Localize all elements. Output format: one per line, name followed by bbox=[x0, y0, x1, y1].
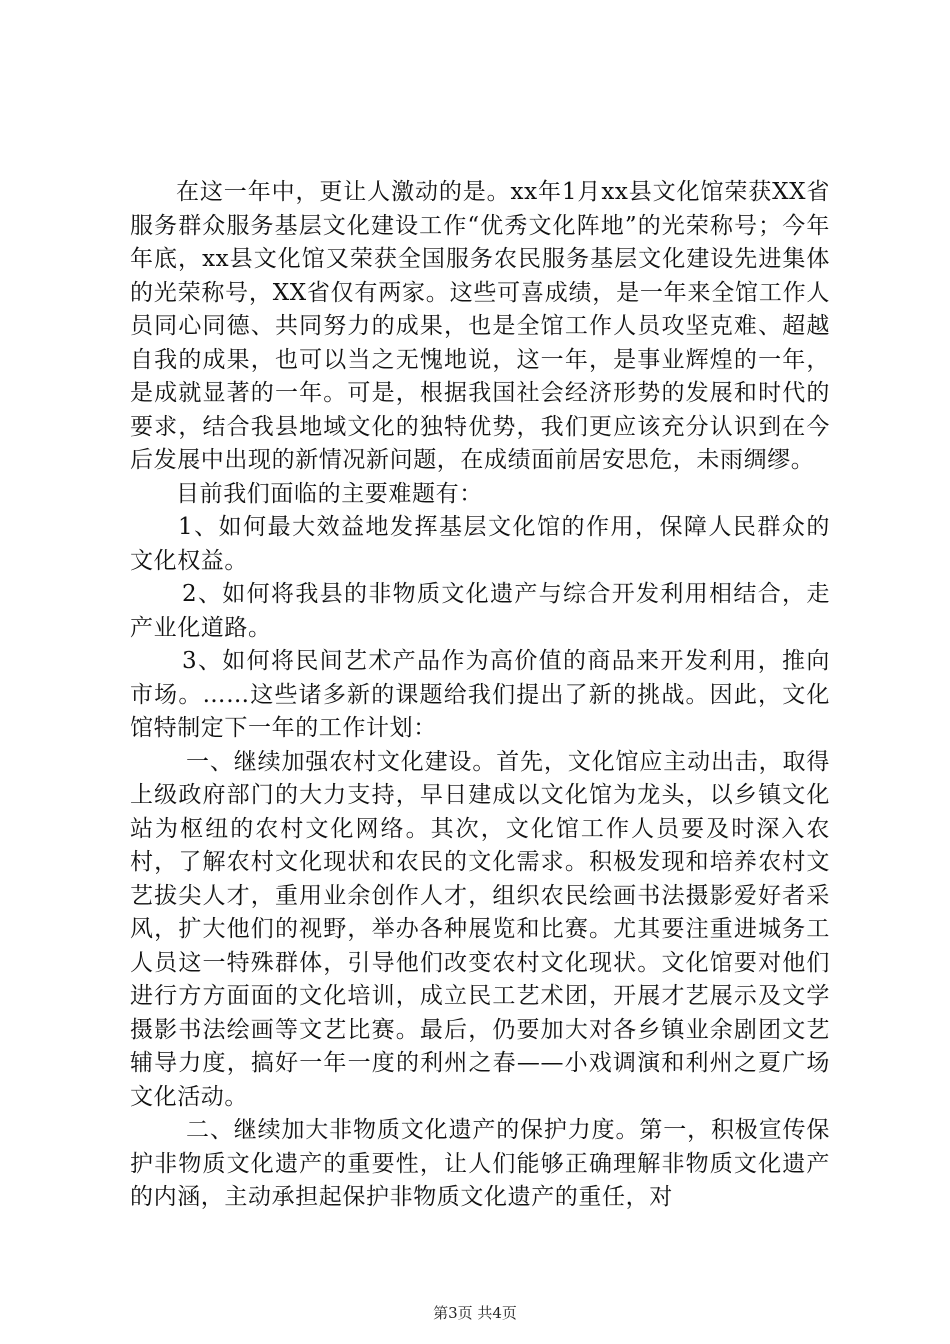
paragraph-problem-2: 2、如何将我县的非物质文化遗产与综合开发利用相结合，走产业化道路。 bbox=[130, 581, 830, 641]
paragraph-plan-1: 一、继续加强农村文化建设。首先，文化馆应主动出击，取得上级政府部门的大力支持，早日建成以文化馆为龙头，以乡镇文化站为枢纽的农村文化网络。其次，文化馆工作人员要及时深入农村，了解农村文化现状和农民的文化需求。积极发现和培养农村文艺拔尖人才，重用业余创作人才，组织农民绘画书法摄影爱好者采风，扩大他们的视野，举办各种展览和比赛。尤其要注重进城务工人员这一特殊群体，引导他们改变农村文化现状。文化馆要对他们进行方方面面的文化培训，成立民工艺术团，开展才艺展示及文学摄影书法绘画等文艺比赛。最后，仍要加大对各乡镇业余剧团文艺辅导力度，搞好一年一度的利州之春——小戏调演和利州之夏广场文化活动。 bbox=[130, 748, 830, 1110]
page-number-footer: 第3页 共4页 bbox=[433, 1304, 517, 1322]
paragraph-problem-1: 1、如何最大效益地发挥基层文化馆的作用，保障人民群众的文化权益。 bbox=[130, 514, 830, 574]
paragraph-problem-3: 3、如何将民间艺术产品作为高价值的商品来开发利用，推向市场。……这些诸多新的课题给我们提出了新的挑战。因此，文化馆特制定下一年的工作计划： bbox=[130, 648, 830, 741]
paragraph-achievements: 在这一年中，更让人激动的是。xx年1月xx县文化馆荣获XX省服务群众服务基层文化建设工作“优秀文化阵地”的光荣称号；今年年底，xx县文化馆又荣获全国服务农民服务基层文化建设先进集体的光荣称号，XX省仅有两家。这些可喜成绩，是一年来全馆工作人员同心同德、共同努力的成果，也是全馆工作人员攻坚克难、超越自我的成果，也可以当之无愧地说，这一年，是事业辉煌的一年，是成就显著的一年。可是，根据我国社会经济形势的发展和时代的要求，结合我县地域文化的独特优势，我们更应该充分认识到在今后发展中出现的新情况新问题，在成绩面前居安思危，未雨绸缪。 bbox=[130, 179, 830, 473]
document-body bbox=[130, 176, 830, 1215]
paragraph-problems-intro: 目前我们面临的主要难题有： bbox=[176, 480, 483, 507]
paragraph-plan-2: 二、继续加大非物质文化遗产的保护力度。第一，积极宣传保护非物质文化遗产的重要性，让人们能够正确理解非物质文化遗产的内涵，主动承担起保护非物质文化遗产的重任，对 bbox=[130, 1117, 830, 1210]
